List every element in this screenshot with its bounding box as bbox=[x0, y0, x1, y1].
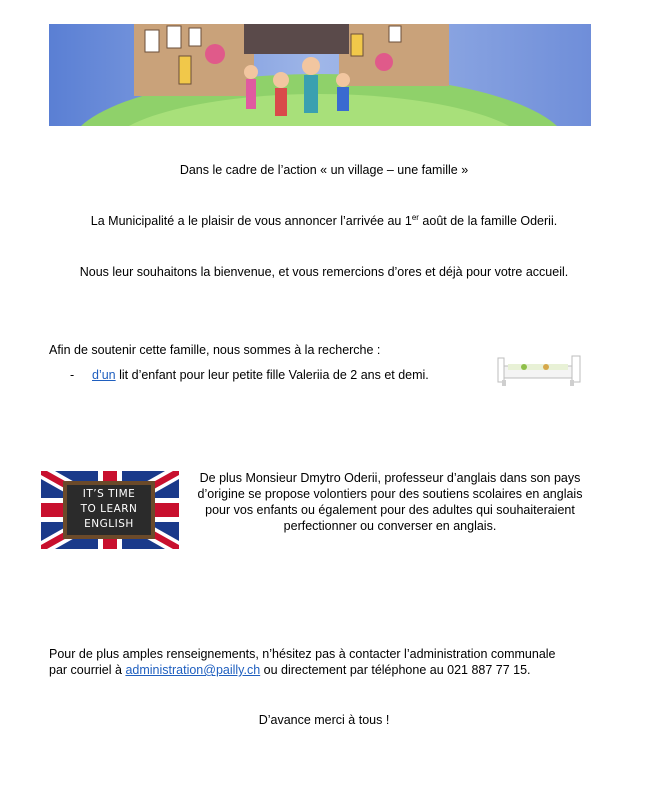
welcome-text: Nous leur souhaitons la bienvenue, et vous remercions d’ores et déjà pour votre accueil. bbox=[79, 265, 569, 279]
announcement-before: La Municipalité a le plaisir de vous annoncer l’arrivée au 1 bbox=[90, 214, 412, 229]
contact-after-email: ou directement par téléphone au 021 887 77 15. bbox=[260, 663, 531, 677]
contact-line-2 bbox=[49, 662, 556, 678]
chalkboard-line-2: TO LEARN bbox=[80, 503, 138, 515]
chalkboard-text bbox=[67, 487, 151, 532]
email-link[interactable]: administration@pailly.ch bbox=[125, 663, 261, 677]
banner-drawing bbox=[49, 24, 591, 126]
bullet-item-bed bbox=[92, 368, 429, 382]
english-lessons-text: De plus Monsieur Dmytro Oderii, professeur d’anglais dans son pays d’origine se propose volontiers pour des soutiens scolaires en anglais pour vos enfants ou également pour des adultes qui souhaiteraient perfectionner ou converser en anglais. bbox=[197, 471, 583, 533]
intro-text: Dans le cadre de l’action « un village – une famille » bbox=[179, 163, 469, 177]
support-heading: Afin de soutenir cette famille, nous sommes à la recherche : bbox=[49, 343, 381, 357]
announcement-sup: er bbox=[411, 213, 419, 222]
bullet-dash: - bbox=[70, 368, 75, 382]
contact-line-1: Pour de plus amples renseignements, n’hésitez pas à contacter l’administration communale bbox=[49, 647, 556, 661]
child-bed-image bbox=[494, 352, 584, 388]
announcement-after: août de la famille Oderii. bbox=[418, 214, 558, 229]
children-village-illustration bbox=[49, 24, 591, 126]
bullet-link[interactable]: d’un bbox=[92, 368, 116, 382]
bullet-rest: lit d’enfant pour leur petite fille Valeriia de 2 ans et demi. bbox=[115, 368, 429, 382]
chalkboard-line-3: ENGLISH bbox=[84, 518, 134, 530]
contact-before-email: par courriel à bbox=[49, 663, 126, 677]
contact-paragraph bbox=[49, 646, 556, 678]
thanks-text: D’avance merci à tous ! bbox=[258, 713, 390, 727]
chalkboard-line-1: IT’S TIME bbox=[82, 488, 136, 500]
learn-english-image bbox=[41, 471, 179, 549]
announcement-text bbox=[0, 213, 648, 228]
bed-illustration bbox=[494, 352, 584, 388]
